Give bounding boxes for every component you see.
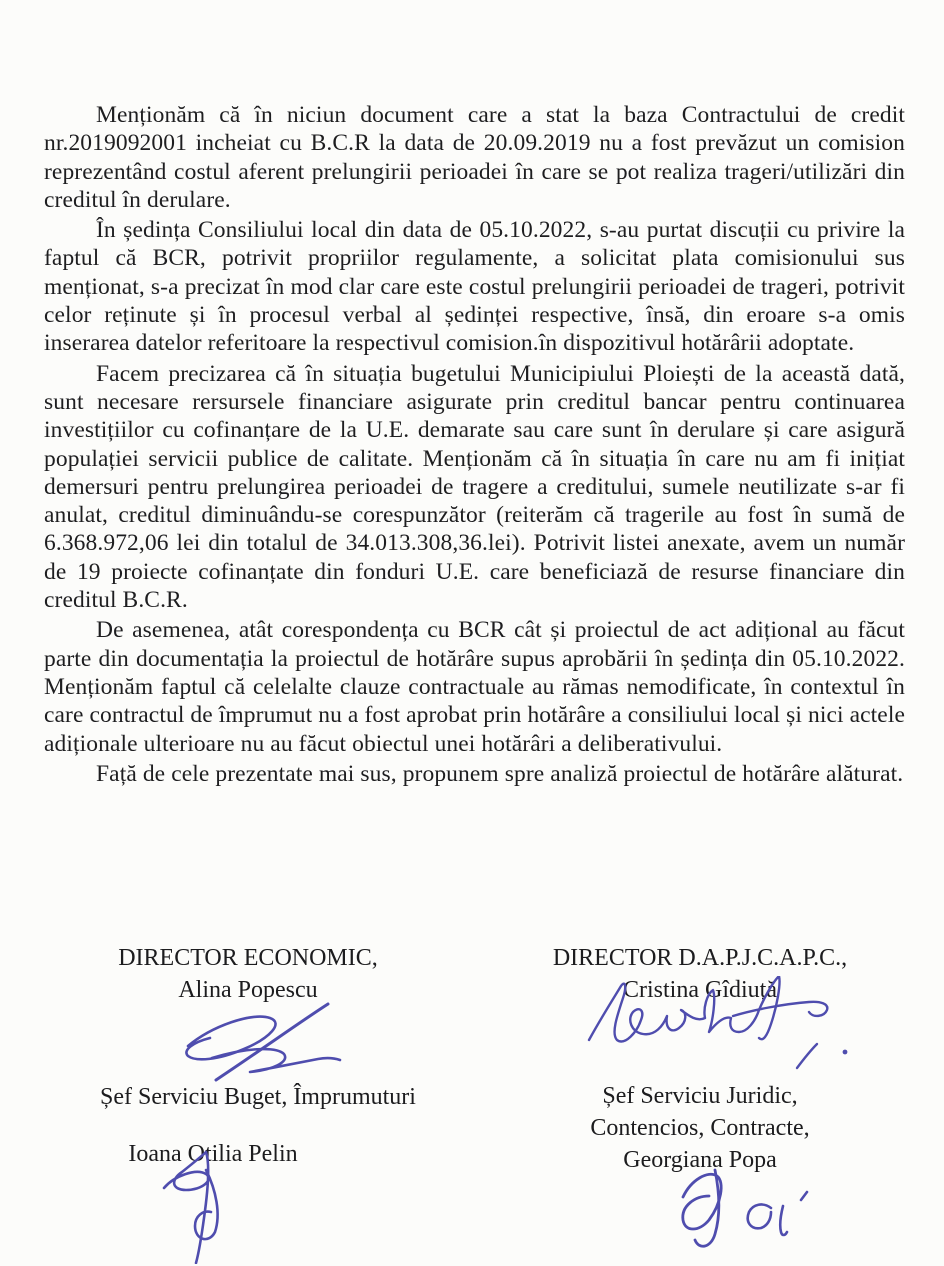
right-service-title-line1: Șef Serviciu Juridic,: [602, 1083, 798, 1109]
paragraph-5: Față de cele prezentate mai sus, propunem spre analiză proiectul de hotărâre alăturat.: [96, 760, 904, 787]
signature-alina-popescu-icon: [160, 1000, 345, 1082]
left-signatory-title: DIRECTOR ECONOMIC,: [118, 945, 378, 971]
paragraph-1: Menționăm că în niciun document care a stat la baza Contractului de credit nr.2019092001 incheiat cu B.C.R la data de 20.09.2019 nu a fost prevăzut un comision reprezentând costul aferent prelungirii perioadei în care se pot realiza trageri/utilizări din creditul în derulare.: [44, 102, 905, 213]
left-service-name: Ioana Otilia Pelin: [128, 1141, 298, 1167]
right-service-name: Georgiana Popa: [623, 1147, 777, 1173]
signature-georgiana-popa-icon: [653, 1162, 865, 1262]
left-signatory-name: Alina Popescu: [178, 977, 318, 1003]
paragraph-3: Facem precizarea că în situația bugetului Municipiului Ploiești de la această dată, sunt necesare rersursele financiare asigurate prin creditul bancar pentru continuarea investițiilor cu cofinanțare de la U.E. demarate sau care sunt în derulare și care asigură populației servicii publice de calitate. Menționăm că în situația în care nu am fi inițiat demersuri pentru prelungirea perioadei de tragere a creditului, sumele neutilizate s-ar fi anulat, creditul diminuându-se corespunzător (reiterăm că tragerile au fost în sumă de 6.368.972,06 lei din totalul de 34.013.308,36.lei). Potrivit listei anexate, avem un număr de 19 proiecte cofinanțate din fonduri U.E. care beneficiază de resurse financiare din creditul B.C.R.: [44, 360, 905, 614]
right-signatory-name: Cristina Gîdiuță: [623, 977, 777, 1003]
right-service-title-line2: Contencios, Contracte,: [590, 1115, 810, 1141]
document-body: [44, 101, 905, 790]
signature-cristina-gidiuta-icon: [583, 976, 853, 1076]
paragraph-4: De asemenea, atât corespondența cu BCR cât și proiectul de act adițional au făcut parte din documentația la proiectul de hotărâre supus aprobării în ședința din 05.10.2022. Menționăm faptul că celelalte clauze contractuale au rămas nemodificate, în contextul în care contractul de împrumut nu a fost aprobat prin hotărâre a consiliului local și nici actele adiționale ulterioare nu au făcut obiectul unei hotărâri a deliberativului.: [44, 617, 905, 757]
left-service-title: Șef Serviciu Buget, Împrumuturi: [100, 1084, 416, 1110]
signature-ioana-pelin-icon: [158, 1150, 270, 1264]
right-signatory-title: DIRECTOR D.A.P.J.C.A.P.C.,: [552, 945, 848, 971]
paragraph-2: În ședința Consiliului local din data de 05.10.2022, s-au purtat discuții cu privire la faptul că BCR, potrivit propriilor regulamente, a solicitat plata comisionului sus menționat, s-a precizat în mod clar care este costul prelungirii perioadei de trageri, potrivit celor reținute și în procesul verbal al ședinței respective, însă, din eroare s-a omis inserarea datelor referitoare la respectivul comision.în dispozitivul hotărârii adoptate.: [44, 217, 905, 357]
